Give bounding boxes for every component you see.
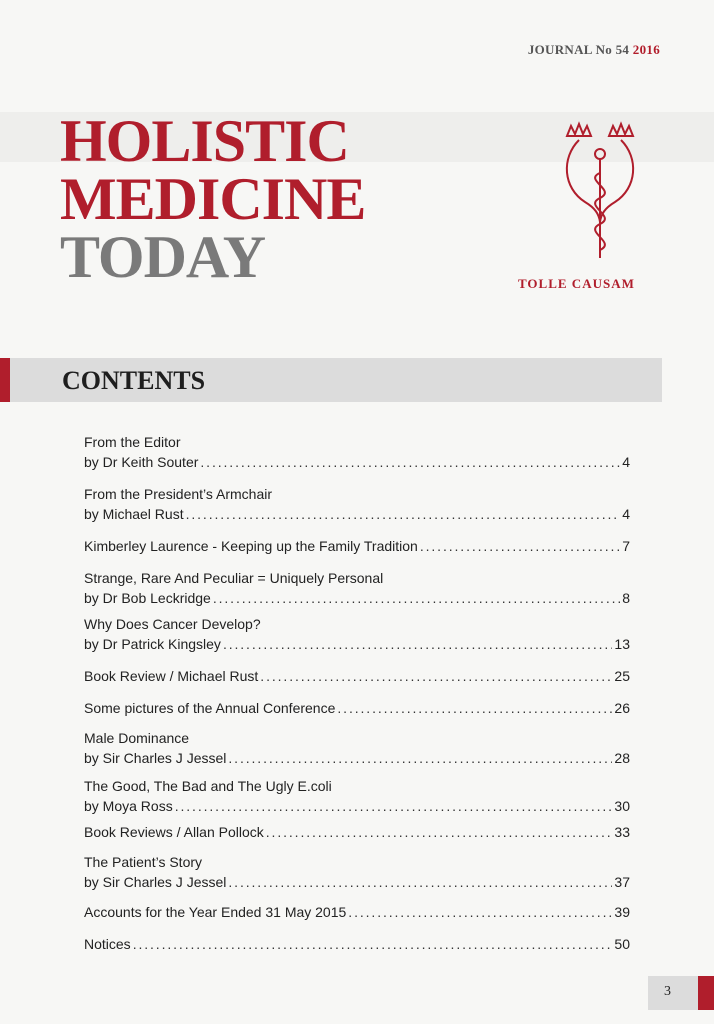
toc-entry-line bbox=[84, 452, 630, 472]
toc-entry-author: by Michael Rust bbox=[84, 506, 184, 522]
journal-issue bbox=[528, 42, 660, 58]
page-number-box bbox=[648, 976, 698, 1010]
toc-entry-title: Strange, Rare And Peculiar = Uniquely Personal bbox=[84, 570, 384, 586]
toc-entry-page: 26 bbox=[614, 700, 630, 716]
toc-entry[interactable] bbox=[84, 822, 630, 842]
contents-accent bbox=[0, 358, 10, 402]
toc-entry-page: 50 bbox=[614, 936, 630, 952]
toc-entry[interactable] bbox=[84, 614, 630, 654]
toc-entry-author: by Sir Charles J Jessel bbox=[84, 874, 227, 890]
toc-dot-leader bbox=[228, 872, 612, 892]
toc-entry[interactable] bbox=[84, 902, 630, 922]
toc-entry[interactable] bbox=[84, 536, 630, 556]
toc-entry-title: Accounts for the Year Ended 31 May 2015 bbox=[84, 904, 347, 920]
toc-entry[interactable] bbox=[84, 484, 630, 524]
caduceus-crest-icon bbox=[555, 118, 645, 268]
toc-dot-leader bbox=[337, 698, 612, 718]
toc-entry-title: Male Dominance bbox=[84, 730, 190, 746]
toc-dot-leader bbox=[228, 748, 612, 768]
toc-entry-line bbox=[84, 748, 630, 768]
toc-entry-line bbox=[84, 588, 630, 608]
toc-dot-leader bbox=[175, 796, 613, 816]
toc-dot-leader bbox=[260, 666, 612, 686]
toc-entry[interactable] bbox=[84, 698, 630, 718]
toc-entry-page: 39 bbox=[614, 904, 630, 920]
toc-entry-title: Book Reviews / Allan Pollock bbox=[84, 824, 264, 840]
toc-entry-line bbox=[84, 634, 630, 654]
toc-entry-line bbox=[84, 872, 630, 892]
toc-dot-leader bbox=[186, 504, 621, 524]
toc-dot-leader bbox=[200, 452, 620, 472]
toc-entry-page: 13 bbox=[614, 636, 630, 652]
toc-entry-title: From the President’s Armchair bbox=[84, 486, 273, 502]
toc-entry-line bbox=[84, 934, 630, 954]
toc-entry-line bbox=[84, 902, 630, 922]
toc-entry-page: 4 bbox=[622, 506, 630, 522]
toc-entry-title: Why Does Cancer Develop? bbox=[84, 616, 261, 632]
toc-entry-author: by Sir Charles J Jessel bbox=[84, 750, 227, 766]
toc-entry-line bbox=[84, 536, 630, 556]
motto: TOLLE CAUSAM bbox=[518, 276, 635, 291]
toc-dot-leader bbox=[213, 588, 620, 608]
journal-number: JOURNAL No 54 bbox=[527, 42, 630, 57]
toc-entry-title: From the Editor bbox=[84, 434, 181, 450]
toc-entry-title: The Patient’s Story bbox=[84, 854, 203, 870]
masthead-line-1: HOLISTIC bbox=[60, 108, 349, 174]
toc-dot-leader bbox=[133, 934, 613, 954]
toc-entry-line bbox=[84, 698, 630, 718]
masthead-title bbox=[60, 108, 366, 290]
masthead-line-3: TODAY bbox=[60, 224, 266, 290]
toc-entry[interactable] bbox=[84, 432, 630, 472]
toc-entry-title: Book Review / Michael Rust bbox=[84, 668, 259, 684]
toc-entry[interactable] bbox=[84, 666, 630, 686]
toc-entry-author: by Dr Keith Souter bbox=[84, 454, 199, 470]
toc-entry[interactable] bbox=[84, 852, 630, 892]
toc-entry-page: 7 bbox=[622, 538, 630, 554]
page-number-accent bbox=[698, 976, 714, 1010]
toc-dot-leader bbox=[420, 536, 620, 556]
toc-entry-page: 8 bbox=[622, 590, 630, 606]
toc-entry-page: 4 bbox=[622, 454, 630, 470]
toc-entry-line bbox=[84, 822, 630, 842]
toc-entry[interactable] bbox=[84, 728, 630, 768]
page-number: 3 bbox=[664, 984, 671, 999]
toc-entry-author: by Dr Bob Leckridge bbox=[84, 590, 211, 606]
toc-entry[interactable] bbox=[84, 776, 630, 816]
toc-entry-page: 33 bbox=[614, 824, 630, 840]
toc-entry-line bbox=[84, 504, 630, 524]
journal-year: 2016 bbox=[632, 42, 660, 57]
toc-dot-leader bbox=[223, 634, 612, 654]
toc-entry-title: Notices bbox=[84, 936, 131, 952]
toc-entry-page: 37 bbox=[614, 874, 630, 890]
toc-entry-line bbox=[84, 666, 630, 686]
toc-entry[interactable] bbox=[84, 934, 630, 954]
toc-entry-page: 25 bbox=[614, 668, 630, 684]
toc-dot-leader bbox=[348, 902, 612, 922]
toc-entry-line bbox=[84, 796, 630, 816]
toc-entry-title: Some pictures of the Annual Conference bbox=[84, 700, 336, 716]
toc-dot-leader bbox=[266, 822, 613, 842]
masthead-line-2: MEDICINE bbox=[60, 166, 366, 232]
contents-heading: CONTENTS bbox=[62, 366, 206, 395]
toc-entry-page: 28 bbox=[614, 750, 630, 766]
toc-entry-title: The Good, The Bad and The Ugly E.coli bbox=[84, 778, 332, 794]
toc-entry[interactable] bbox=[84, 568, 630, 608]
toc-entry-page: 30 bbox=[614, 798, 630, 814]
toc-entry-author: by Moya Ross bbox=[84, 798, 173, 814]
toc-entry-title: Kimberley Laurence - Keeping up the Family Tradition bbox=[84, 538, 418, 554]
toc-entry-author: by Dr Patrick Kingsley bbox=[84, 636, 221, 652]
